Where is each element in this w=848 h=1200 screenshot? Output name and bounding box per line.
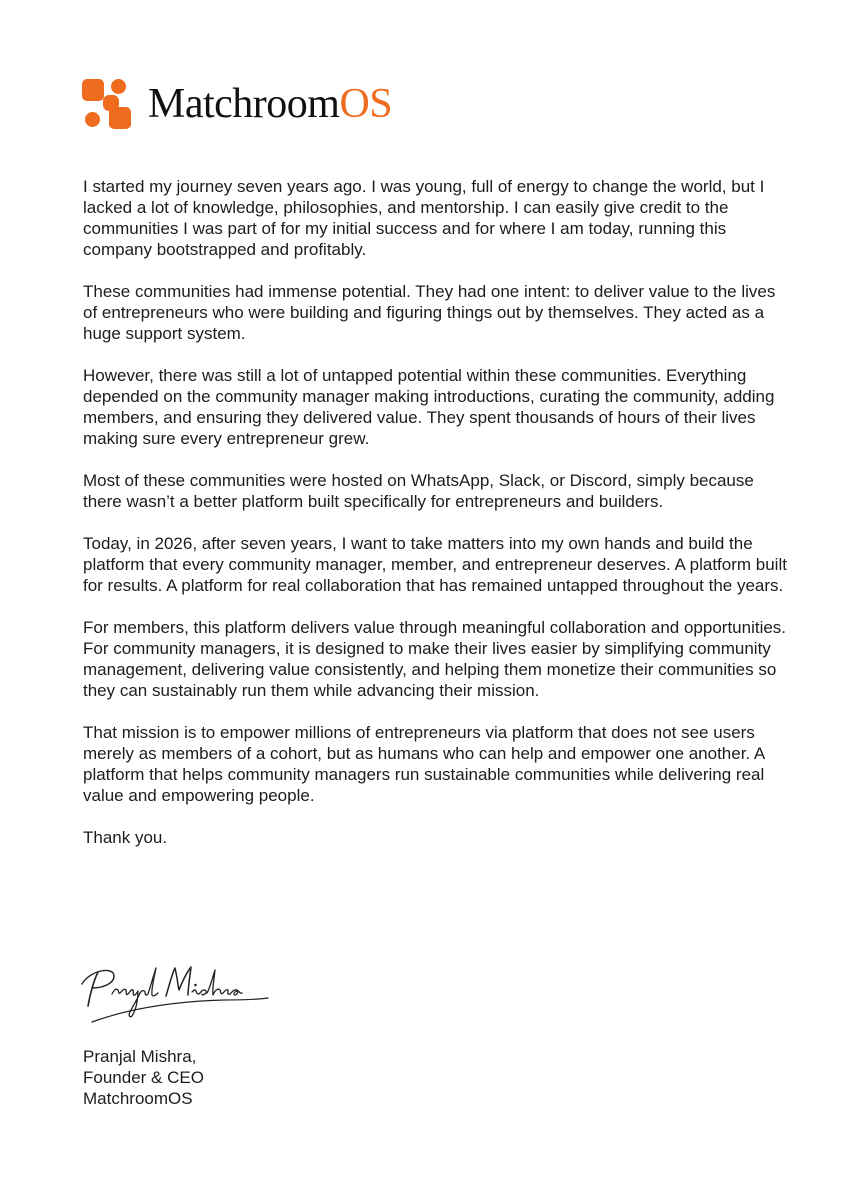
letter-paragraph: I started my journey seven years ago. I was young, full of energy to change the world, but I lacked a lot of knowledge, philosophies, and mentorship. I can easily give credit to the communities I was part of for my initial success and for where I am today, running this company bootstrapped and profitably. bbox=[83, 177, 765, 259]
letter-paragraph: Most of these communities were hosted on WhatsApp, Slack, or Discord, simply because there wasn’t a better platform built specifically for entrepreneurs and builders. bbox=[83, 471, 754, 511]
letter-paragraph: For members, this platform delivers value through meaningful collaboration and opportunities. For community managers, it is designed to make their lives easier by simplifying community management, delivering value consistently, and helping them monetize their communities so they can sustainably run them while advancing their mission. bbox=[83, 618, 787, 700]
brand-wordmark bbox=[148, 78, 392, 130]
letter-paragraph: Today, in 2026, after seven years, I want to take matters into my own hands and build the platform that every community manager, member, and entrepreneur deserves. A platform built for results. A platform for real collaboration that has remained untapped throughout the years. bbox=[83, 534, 787, 595]
letter-body bbox=[83, 176, 793, 869]
letter-paragraph: However, there was still a lot of untapped potential within these communities. Everything depended on the community manager making introductions, curating the community, adding members, and ensuring they delivered value. They spent thousands of hours of their lives making sure every entrepreneur grew. bbox=[83, 366, 775, 448]
handwritten-signature bbox=[74, 960, 270, 1030]
brand-name-accent: OS bbox=[339, 81, 393, 127]
signer-company: MatchroomOS bbox=[83, 1089, 193, 1108]
brand-logo bbox=[82, 78, 392, 130]
brand-name-main: Matchroom bbox=[148, 81, 340, 127]
letter-paragraph: That mission is to empower millions of entrepreneurs via platform that does not see users merely as members of a cohort, but as humans who can help and empower one another. A platform that helps community managers run sustainable communities while delivering real value and empowering people. bbox=[83, 723, 765, 805]
signer-name: Pranjal Mishra, bbox=[83, 1047, 197, 1066]
signoff-block bbox=[83, 1046, 204, 1109]
signer-title: Founder & CEO bbox=[83, 1068, 204, 1087]
matchroomos-logo-icon bbox=[82, 78, 134, 130]
letter-closing: Thank you. bbox=[83, 828, 168, 847]
letter-paragraph: These communities had immense potential. They had one intent: to deliver value to the lives of entrepreneurs who were building and figuring things out by themselves. They acted as a huge support system. bbox=[83, 282, 776, 343]
